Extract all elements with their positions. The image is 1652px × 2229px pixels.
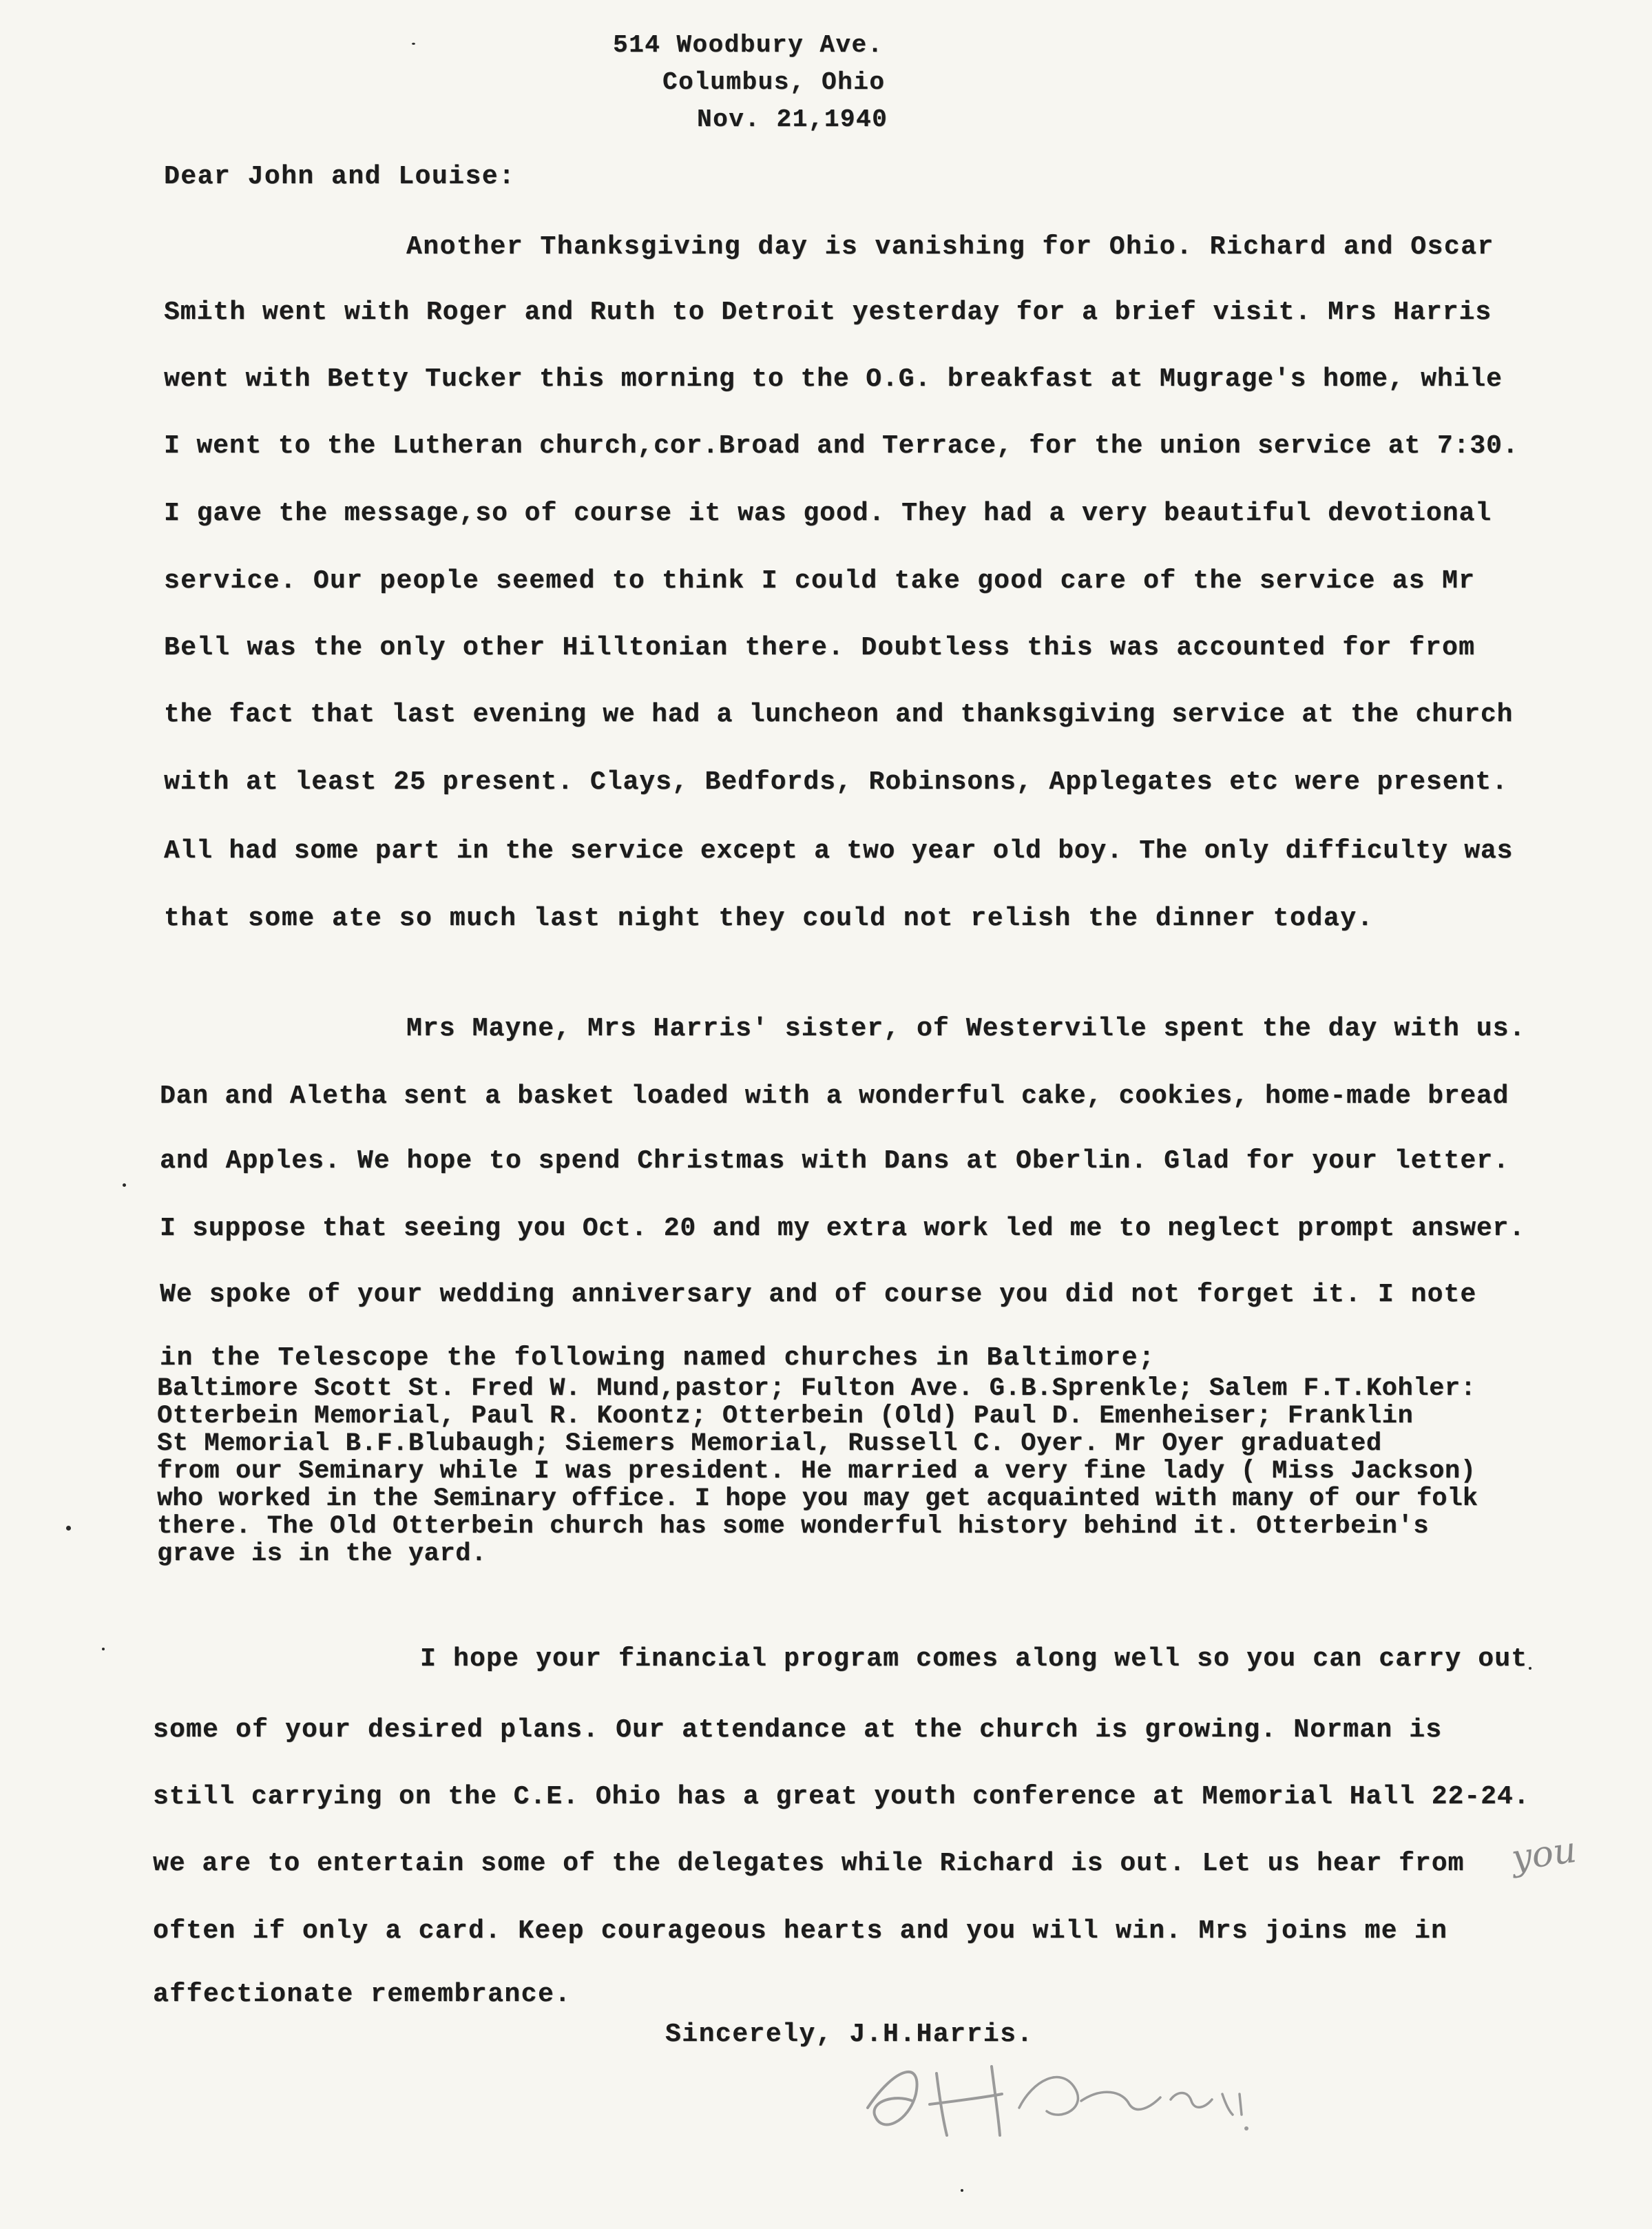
signature-image xyxy=(854,2018,1281,2156)
paragraph-line: I went to the Lutheran church,cor.Broad and Terrace, for the union service at 7:30. xyxy=(164,431,1519,461)
paragraph-line: We spoke of your wedding anniversary and of course you did not forget it. I note xyxy=(160,1280,1477,1309)
paragraph-line: Baltimore Scott St. Fred W. Mund,pastor; Fulton Ave. G.B.Sprenkle; Salem F.T.Kohler: xyxy=(157,1374,1476,1403)
handwritten-insert: you xyxy=(1509,1829,1579,1880)
closing: Sincerely, J.H.Harris. xyxy=(665,2020,1034,2049)
paragraph-line: All had some part in the service except a two year old boy. The only difficulty was xyxy=(164,836,1514,866)
paragraph-line: we are to entertain some of the delegates while Richard is out. Let us hear from xyxy=(153,1849,1465,1878)
paper-speck xyxy=(123,1183,126,1187)
paragraph-line: who worked in the Seminary office. I hope you may get acquainted with many of our folk xyxy=(157,1484,1478,1513)
paragraph-line: Otterbein Memorial, Paul R. Koontz; Otterbein (Old) Paul D. Emenheiser; Franklin xyxy=(157,1402,1414,1431)
address-street: 514 Woodbury Ave. xyxy=(613,31,883,59)
paper-speck xyxy=(66,1526,71,1531)
paragraph-line: I gave the message,so of course it was good. They had a very beautiful devotional xyxy=(164,499,1492,528)
salutation: Dear John and Louise: xyxy=(164,162,516,191)
paragraph-line: I hope your financial program comes along well so you can carry out xyxy=(420,1644,1528,1674)
paragraph-line: there. The Old Otterbein church has some wonderful history behind it. Otterbein's xyxy=(157,1512,1430,1541)
paper-speck xyxy=(961,2189,963,2192)
paragraph-line: St Memorial B.F.Blubaugh; Siemers Memorial, Russell C. Oyer. Mr Oyer graduated xyxy=(157,1429,1382,1458)
paragraph-line: Bell was the only other Hilltonian there. Doubtless this was accounted for from xyxy=(164,633,1476,663)
paragraph-line: Smith went with Roger and Ruth to Detroit yesterday for a brief visit. Mrs Harris xyxy=(164,298,1492,327)
paragraph-line: and Apples. We hope to spend Christmas with Dans at Oberlin. Glad for your letter. xyxy=(160,1146,1510,1176)
paragraph-line: Mrs Mayne, Mrs Harris' sister, of Westerville spent the day with us. xyxy=(406,1014,1526,1044)
paper-speck xyxy=(412,43,415,45)
paragraph-line: grave is in the yard. xyxy=(157,1539,487,1568)
address-city: Columbus, Ohio xyxy=(662,68,886,96)
paragraph-line: often if only a card. Keep courageous hearts and you will win. Mrs joins me in xyxy=(153,1916,1448,1946)
paragraph-line: that some ate so much last night they could not relish the dinner today. xyxy=(164,904,1374,933)
paragraph-line: from our Seminary while I was president. He married a very fine lady ( Miss Jackson) xyxy=(157,1457,1476,1486)
paragraph-line: in the Telescope the following named churches in Baltimore; xyxy=(160,1343,1156,1373)
paragraph-line: Dan and Aletha sent a basket loaded with a wonderful cake, cookies, home-made bread xyxy=(160,1081,1509,1111)
paragraph-line: service. Our people seemed to think I could take good care of the service as Mr xyxy=(164,566,1476,596)
paper-speck xyxy=(1529,1667,1531,1670)
letter-date: Nov. 21,1940 xyxy=(697,105,888,134)
paragraph-line: still carrying on the C.E. Ohio has a great youth conference at Memorial Hall 22-24. xyxy=(153,1782,1530,1812)
paragraph-line: the fact that last evening we had a luncheon and thanksgiving service at the church xyxy=(164,700,1514,729)
paragraph-line: affectionate remembrance. xyxy=(153,1980,572,2009)
paper-speck xyxy=(102,1648,105,1650)
paragraph-line: I suppose that seeing you Oct. 20 and my extra work led me to neglect prompt answer. xyxy=(160,1214,1525,1243)
paragraph-line: went with Betty Tucker this morning to the O.G. breakfast at Mugrage's home, while xyxy=(164,364,1503,394)
paragraph-line: with at least 25 present. Clays, Bedfords, Robinsons, Applegates etc were present. xyxy=(164,767,1508,797)
paragraph-line: Another Thanksgiving day is vanishing for Ohio. Richard and Oscar xyxy=(406,232,1494,262)
paragraph-line: some of your desired plans. Our attendance at the church is growing. Norman is xyxy=(153,1715,1443,1745)
